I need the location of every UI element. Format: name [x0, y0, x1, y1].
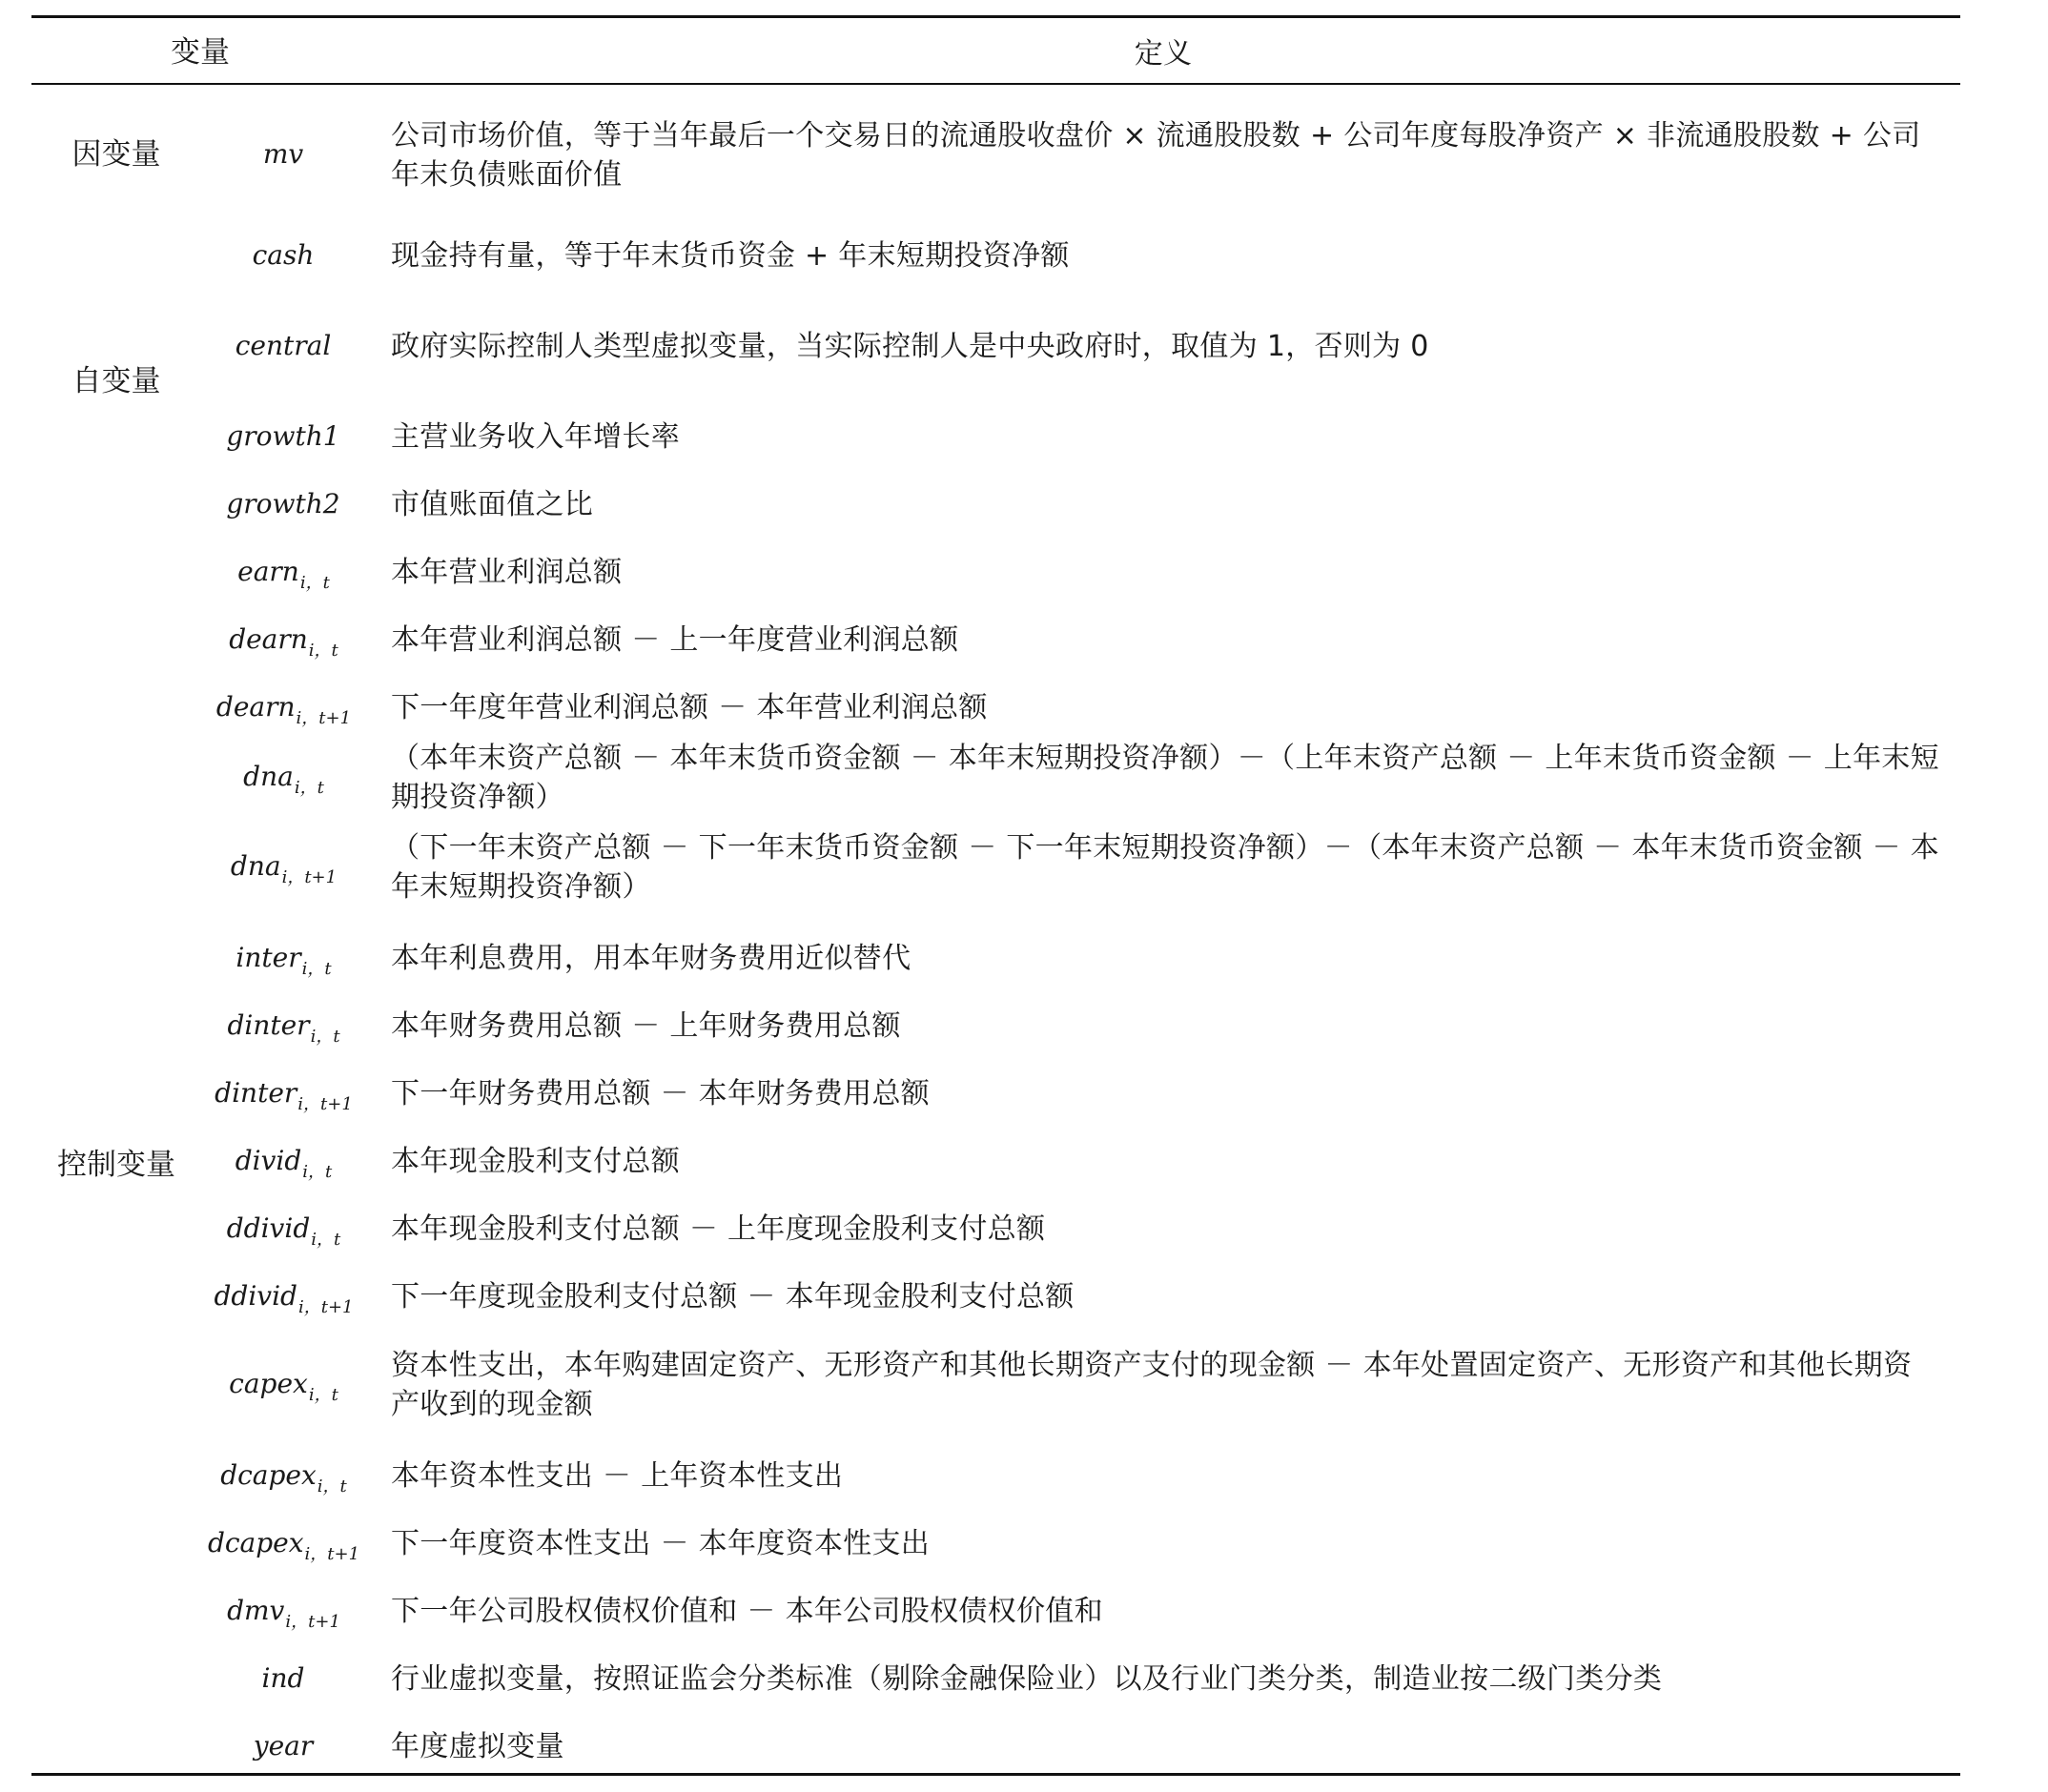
header-variable: 变量 [171, 35, 230, 70]
variable-definition: （下一年末资产总额 － 下一年末货币资金额 － 下一年末短期投资净额）－（本年末资产总额 － 本年末货币资金额 － 本年末短期投资净额） [391, 831, 1939, 904]
variable-symbol: dna$_{i,t}$ [243, 761, 324, 798]
variable-symbol: dcapex$_{i,t}$ [220, 1459, 347, 1497]
variable-definition: 下一年度现金股利支付总额 － 本年现金股利支付总额 [391, 1280, 1075, 1313]
variable-symbol: ddivid$_{i,t+1}$ [214, 1280, 354, 1317]
variable-definition: 下一年公司股权债权价值和 － 本年公司股权债权价值和 [391, 1595, 1103, 1628]
variable-definition: 本年营业利润总额 － 上一年度营业利润总额 [391, 623, 959, 657]
variable-definition: 本年营业利润总额 [391, 556, 623, 589]
group-control: 控制变量 [57, 1148, 175, 1182]
variable-definition: 市值账面值之比 [391, 488, 594, 521]
variable-definition: 现金持有量，等于年末货币资金 + 年末短期投资净额 [391, 239, 1070, 273]
variable-symbol: divid$_{i,t}$ [235, 1145, 333, 1182]
group-independent: 自变量 [72, 364, 161, 398]
variable-symbol: inter$_{i,t}$ [236, 942, 332, 979]
variable-definition: （本年末资产总额 － 本年末货币资金额 － 本年末短期投资净额）－（上年末资产总额 － 上年末货币资金额 － 上年末短期投资净额） [391, 742, 1939, 814]
variable-symbol: dearn$_{i,t+1}$ [215, 691, 352, 728]
variable-symbol: dcapex$_{i,t+1}$ [207, 1527, 360, 1564]
variable-definition: 下一年度资本性支出 － 本年度资本性支出 [391, 1527, 931, 1560]
variable-symbol: ddivid$_{i,t}$ [226, 1212, 341, 1250]
table-bottom-rule [31, 1773, 1960, 1776]
variable-definition: 本年财务费用总额 － 上年财务费用总额 [391, 1009, 901, 1043]
header-definition: 定义 [1134, 37, 1193, 71]
variable-symbol: dna$_{i,t+1}$ [230, 850, 338, 887]
variable-symbol: dmv$_{i,t+1}$ [227, 1595, 340, 1632]
variable-definition: 下一年财务费用总额 － 本年财务费用总额 [391, 1077, 931, 1110]
variable-definition: 本年利息费用，用本年财务费用近似替代 [391, 942, 911, 975]
variable-definition: 年度虚拟变量 [391, 1730, 564, 1763]
group-dependent: 因变量 [72, 137, 161, 172]
variable-definition: 行业虚拟变量，按照证监会分类标准（剔除金融保险业）以及行业门类分类，制造业按二级门类分类 [391, 1662, 1663, 1696]
table-header-rule [31, 83, 1960, 85]
variable-definition: 本年现金股利支付总额 － 上年度现金股利支付总额 [391, 1212, 1046, 1246]
variable-symbol: dinter$_{i,t}$ [227, 1009, 340, 1047]
variable-definition: 本年现金股利支付总额 [391, 1145, 680, 1178]
variable-symbol: capex$_{i,t}$ [229, 1368, 338, 1405]
variable-definition: 资本性支出，本年购建固定资产、无形资产和其他长期资产支付的现金额 － 本年处置固定资产、无形资产和其他长期资产收到的现金额 [391, 1349, 1913, 1421]
variable-symbol: ind [261, 1662, 305, 1694]
variable-symbol: dinter$_{i,t+1}$ [215, 1077, 353, 1114]
variable-symbol: earn$_{i,t}$ [237, 556, 330, 593]
variable-definition: 公司市场价值，等于当年最后一个交易日的流通股收盘价 × 流通股股数 + 公司年度每股净资产 × 非流通股股数 + 公司年末负债账面价值 [391, 119, 1921, 192]
table-top-rule [31, 15, 1960, 18]
variable-symbol: growth1 [226, 420, 340, 452]
variable-symbol: growth2 [226, 488, 340, 519]
variable-symbol: dearn$_{i,t}$ [229, 623, 338, 661]
variable-definition: 下一年度年营业利润总额 － 本年营业利润总额 [391, 691, 988, 724]
variable-definition: 本年资本性支出 － 上年资本性支出 [391, 1459, 844, 1493]
variable-definition: 政府实际控制人类型虚拟变量，当实际控制人是中央政府时，取值为 1，否则为 0 [391, 330, 1429, 363]
variable-definition: 主营业务收入年增长率 [391, 420, 680, 454]
variable-symbol: year [253, 1730, 314, 1761]
variable-symbol: central [235, 330, 332, 361]
variable-symbol: mv [262, 138, 304, 170]
variable-symbol: cash [252, 239, 315, 271]
